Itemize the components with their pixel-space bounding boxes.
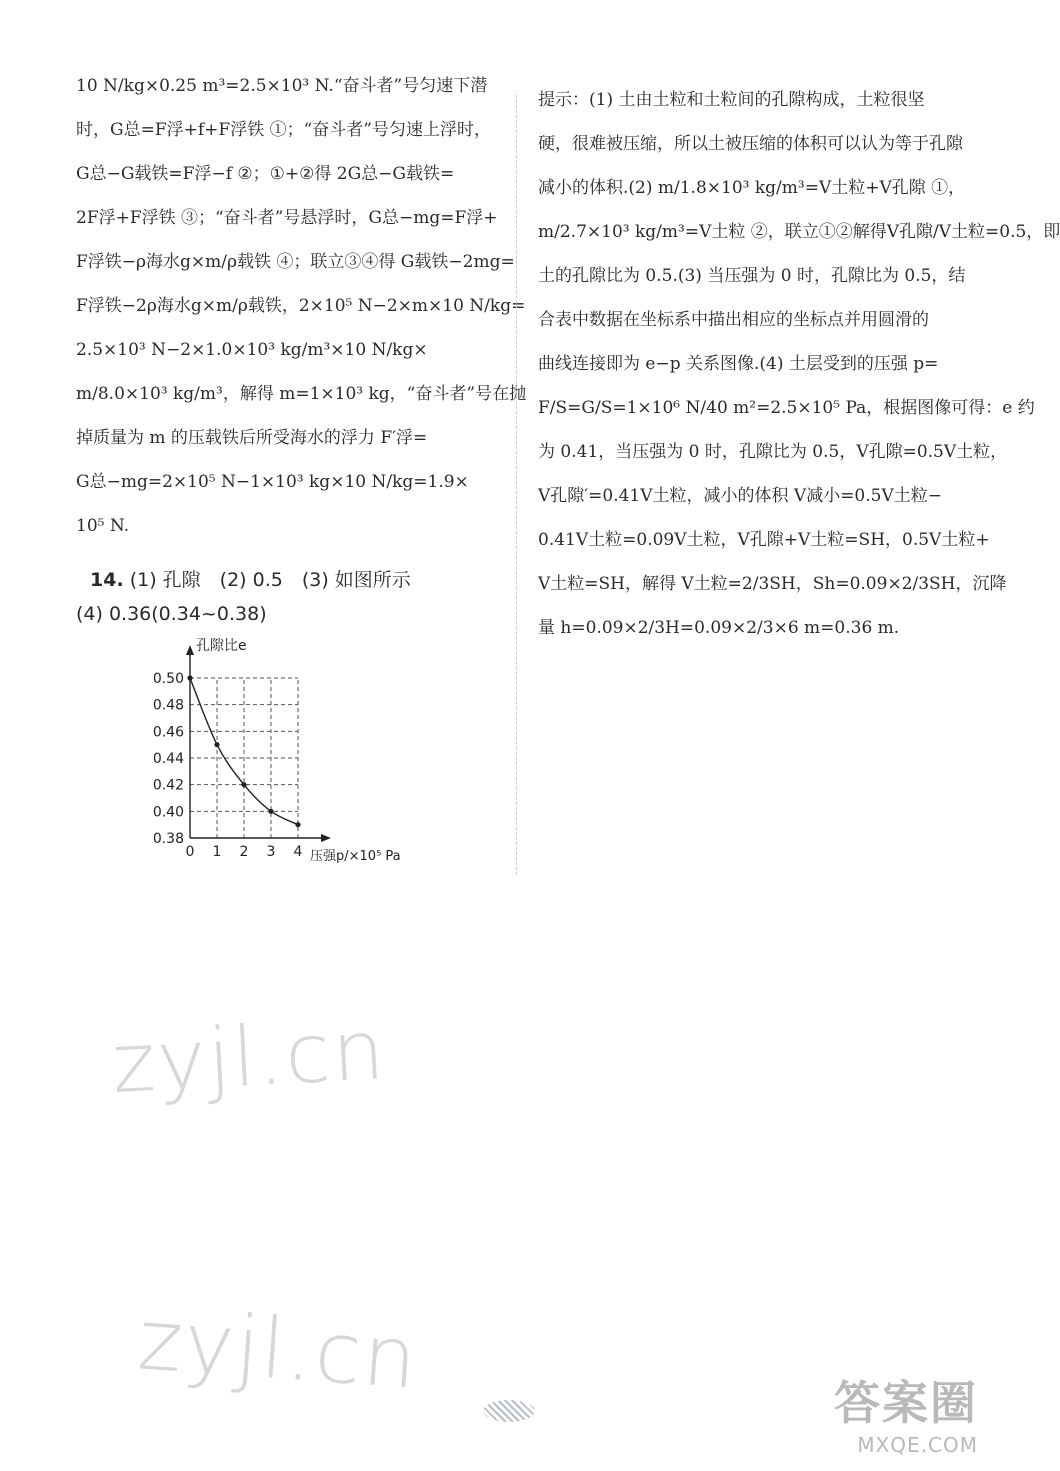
site-logo [834, 1367, 978, 1457]
y-tick-label: 0.44 [152, 751, 184, 767]
solution-text-line: m/8.0×10³ kg/m³，解得 m=1×10³ kg，“奋斗者”号在抛 [76, 384, 527, 404]
hint-text-line: F/S=G/S=1×10⁶ N/40 m²=2.5×10⁵ Pa，根据图像可得：e 约 [538, 398, 1035, 418]
hint-text-line: 提示：(1) 土由土粒和土粒间的孔隙构成，土粒很坚 [538, 90, 925, 110]
data-point [295, 822, 300, 827]
data-point [187, 675, 192, 680]
solution-text-line: F浮铁−2ρ海水g×m/ρ载铁，2×10⁵ N−2×m×10 N/kg= [76, 296, 526, 316]
solution-text-line: G总−G载铁=F浮−f ②；①+②得 2G总−G载铁= [76, 164, 455, 184]
solution-text-line: G总−mg=2×10⁵ N−1×10³ kg×10 N/kg=1.9× [76, 472, 469, 492]
y-tick-label: 0.38 [152, 831, 184, 847]
watermark: zyjl.cn [134, 1290, 422, 1408]
data-point [268, 809, 273, 814]
hint-text-line: 为 0.41，当压强为 0 时，孔隙比为 0.5，V孔隙=0.5V土粒， [538, 442, 1008, 462]
y-tick-label: 0.48 [152, 697, 184, 714]
void-ratio-pressure-graph [150, 630, 420, 880]
question-number: 14. [90, 569, 124, 591]
answer-14-parts: (1) 孔隙 (2) 0.5 (3) 如图所示 [129, 569, 411, 591]
x-tick-label: 3 [266, 844, 276, 860]
site-logo-text: 答案圈 [834, 1376, 978, 1430]
watermark: zyjl.cn [109, 1002, 389, 1113]
answer-14-line-1 [90, 565, 411, 592]
hint-text-line: m/2.7×10³ kg/m³=V土粒 ②，联立①②解得V孔隙/V土粒=0.5，即 [538, 222, 1060, 242]
data-point [241, 782, 246, 787]
y-tick-label: 0.50 [152, 671, 184, 687]
x-axis-label: 压强p/×10⁵ Pa [310, 849, 401, 864]
hint-text-line: 合表中数据在坐标系中描出相应的坐标点并用圆滑的 [538, 310, 929, 330]
y-tick-label: 0.40 [152, 804, 184, 821]
solution-text-line: F浮铁−ρ海水g×m/ρ载铁 ④；联立③④得 G载铁−2mg= [76, 252, 515, 272]
page-number-ornament [483, 1400, 535, 1422]
solution-text-line: 掉质量为 m 的压载铁后所受海水的浮力 F′浮= [76, 428, 428, 448]
x-tick-label: 4 [293, 844, 303, 860]
hint-text-line: V土粒=SH，解得 V土粒=2/3SH，Sh=0.09×2/3SH，沉降 [538, 574, 1007, 594]
hint-text-line: 减小的体积.(2) m/1.8×10³ kg/m³=V土粒+V孔隙 ①， [538, 178, 966, 198]
solution-text-line: 时，G总=F浮+f+F浮铁 ①；“奋斗者”号匀速上浮时， [76, 120, 491, 140]
hint-text-line: 土的孔隙比为 0.5.(3) 当压强为 0 时，孔隙比为 0.5，结 [538, 266, 966, 286]
hint-text-line: V孔隙′=0.41V土粒，减小的体积 V减小=0.5V土粒− [538, 486, 942, 506]
hint-text-line: 0.41V土粒=0.09V土粒，V孔隙+V土粒=SH，0.5V土粒+ [538, 530, 990, 550]
y-axis-arrow [186, 645, 194, 655]
solution-text-line: 10 N/kg×0.25 m³=2.5×10³ N.“奋斗者”号匀速下潜 [76, 76, 488, 96]
solution-text-line: 2F浮+F浮铁 ③；“奋斗者”号悬浮时，G总−mg=F浮+ [76, 208, 498, 228]
hint-text-line: 硬，很难被压缩，所以土被压缩的体积可以认为等于孔隙 [538, 134, 963, 154]
x-tick-label: 0 [185, 844, 195, 860]
y-tick-label: 0.42 [152, 777, 184, 794]
data-point [214, 742, 219, 747]
y-tick-label: 0.46 [152, 724, 184, 741]
x-tick-label: 1 [212, 844, 222, 860]
hint-text-line: 量 h=0.09×2/3H=0.09×2/3×6 m=0.36 m. [538, 618, 900, 638]
x-axis-arrow [321, 834, 331, 842]
answer-14-line-2: (4) 0.36(0.34~0.38) [76, 603, 267, 625]
column-divider [516, 95, 517, 875]
hint-text-line: 曲线连接即为 e−p 关系图像.(4) 土层受到的压强 p= [538, 354, 939, 374]
y-axis-label: 孔隙比e [196, 638, 247, 654]
solution-text-line: 10⁵ N. [76, 516, 130, 536]
site-logo-domain: MXQE.COM [857, 1433, 978, 1457]
x-tick-label: 2 [239, 844, 249, 860]
solution-text-line: 2.5×10³ N−2×1.0×10³ kg/m³×10 N/kg× [76, 340, 428, 360]
